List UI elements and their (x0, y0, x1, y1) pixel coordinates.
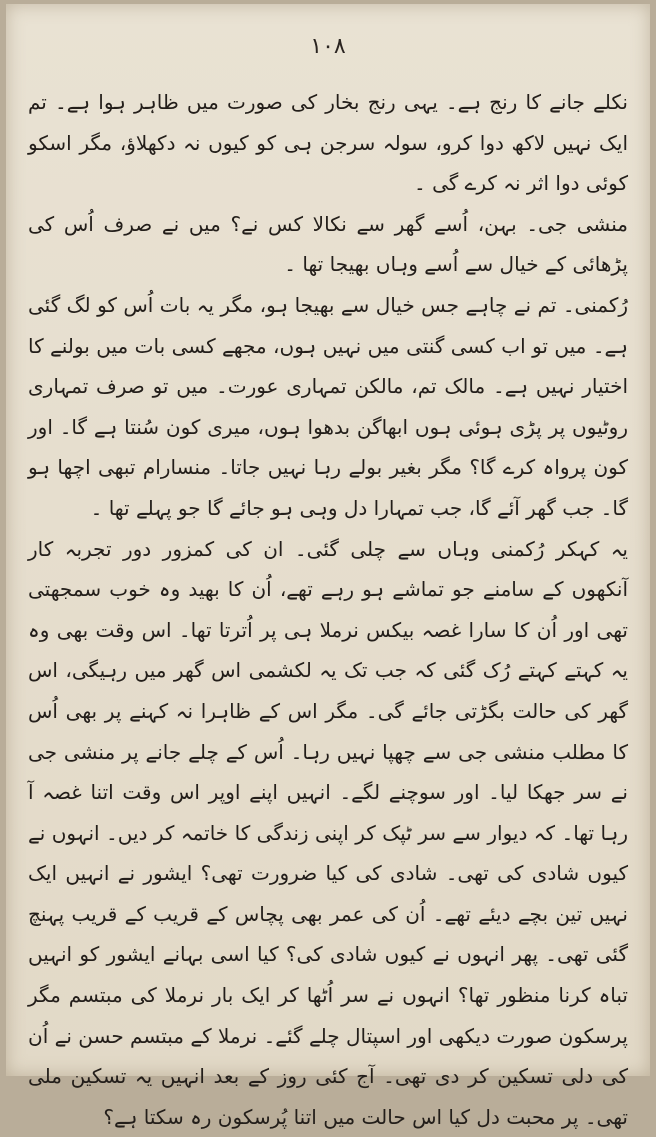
paragraph: رُکمنی۔ تم نے چاہے جس خیال سے بھیجا ہو، مگر یہ بات اُس کو لگ گئی ہے۔ میں تو اب کسی گنتی میں نہیں ہوں، مجھے کسی بات میں بولنے کا اختیار نہیں ہے۔ مالک تم، مالکن تمہاری عورت۔ میں تو صرف تمہاری روٹیوں پر پڑی ہوئی ہوں ابھاگن بدھوا ہوں، میری کون سُنتا ہے گا۔ اور کون پرواہ کرے گا؟ مگر بغیر بولے رہا نہیں جاتا۔ منسارام تبھی اچھا ہو گا۔ جب گھر آئے گا، جب تمہارا دل وہی ہو جائے گا جو پہلے تھا ۔ (28, 292, 628, 520)
page-body-text (28, 82, 628, 1129)
paragraph: یہ کہکر رُکمنی وہاں سے چلی گئی۔ ان کی کمزور دور تجربہ کار آنکھوں کے سامنے جو تماشے ہو رہے تھے، اُن کا بھید وہ خوب سمجھتی تھی اور اُن کا سارا غصہ بیکس نرملا ہی پر اُترتا تھا۔ اس وقت بھی وہ یہ کہتے کہتے رُک گئی کہ جب تک یہ لکشمی اس گھر میں رہیگی، اس گھر کی حالت بگڑتی جائے گی۔ مگر اس کے ظاہرا نہ کہنے پر بھی اُس کا مطلب منشی جی سے چھپا نہیں رہا۔ اُس کے چلے جانے پر منشی جی نے سر جھکا لیا۔ اور سوچنے لگے۔ انہیں اپنے اوپر اس وقت اتنا غصہ آ رہا تھا۔ کہ دیوار سے سر ٹپک کر اپنی زندگی کا خاتمہ کر دیں۔ انہوں نے کیوں شادی کی تھی۔ شادی کی کیا ضرورت تھی؟ ایشور نے انہیں ایک نہیں تین بچے دیئے تھے۔ اُن کی عمر بھی پچاس کے قریب کے قریب پہنچ گئی تھی۔ پھر انہوں نے کیوں شادی کی؟ کیا اسی بہانے ایشور کو انہیں تباہ کرنا منظور تھا؟ انہوں نے سر اُٹھا کر ایک بار نرملا کی مبتسم مگر پرسکون صورت دیکھی اور اسپتال چلے گئے۔ نرملا کے مبتسم حسن نے اُن کی دلی تسکین کر دی تھی۔ آج کئی روز کے بعد انہیں یہ تسکین ملی تھی۔ پر محبت دل کیا اس حالت میں اتنا پُرسکون رہ سکتا ہے؟ (28, 536, 628, 1129)
paragraph: نکلے جانے کا رنج ہے۔ یہی رنج بخار کی صورت میں ظاہر ہوا ہے۔ تم ایک نہیں لاکھ دوا کرو، سولہ سرجن ہی کو کیوں نہ دکھلاؤ، مگر اسکو کوئی دوا اثر نہ کرے گی ۔ (28, 90, 628, 196)
book-page (6, 4, 650, 1129)
page-number: ۱۰۸ (310, 34, 346, 59)
paragraph: منشی جی۔ بہن، اُسے گھر سے نکالا کس نے؟ میں نے صرف اُس کی پڑھائی کے خیال سے اُسے وہاں بھیجا تھا ۔ (28, 211, 628, 277)
